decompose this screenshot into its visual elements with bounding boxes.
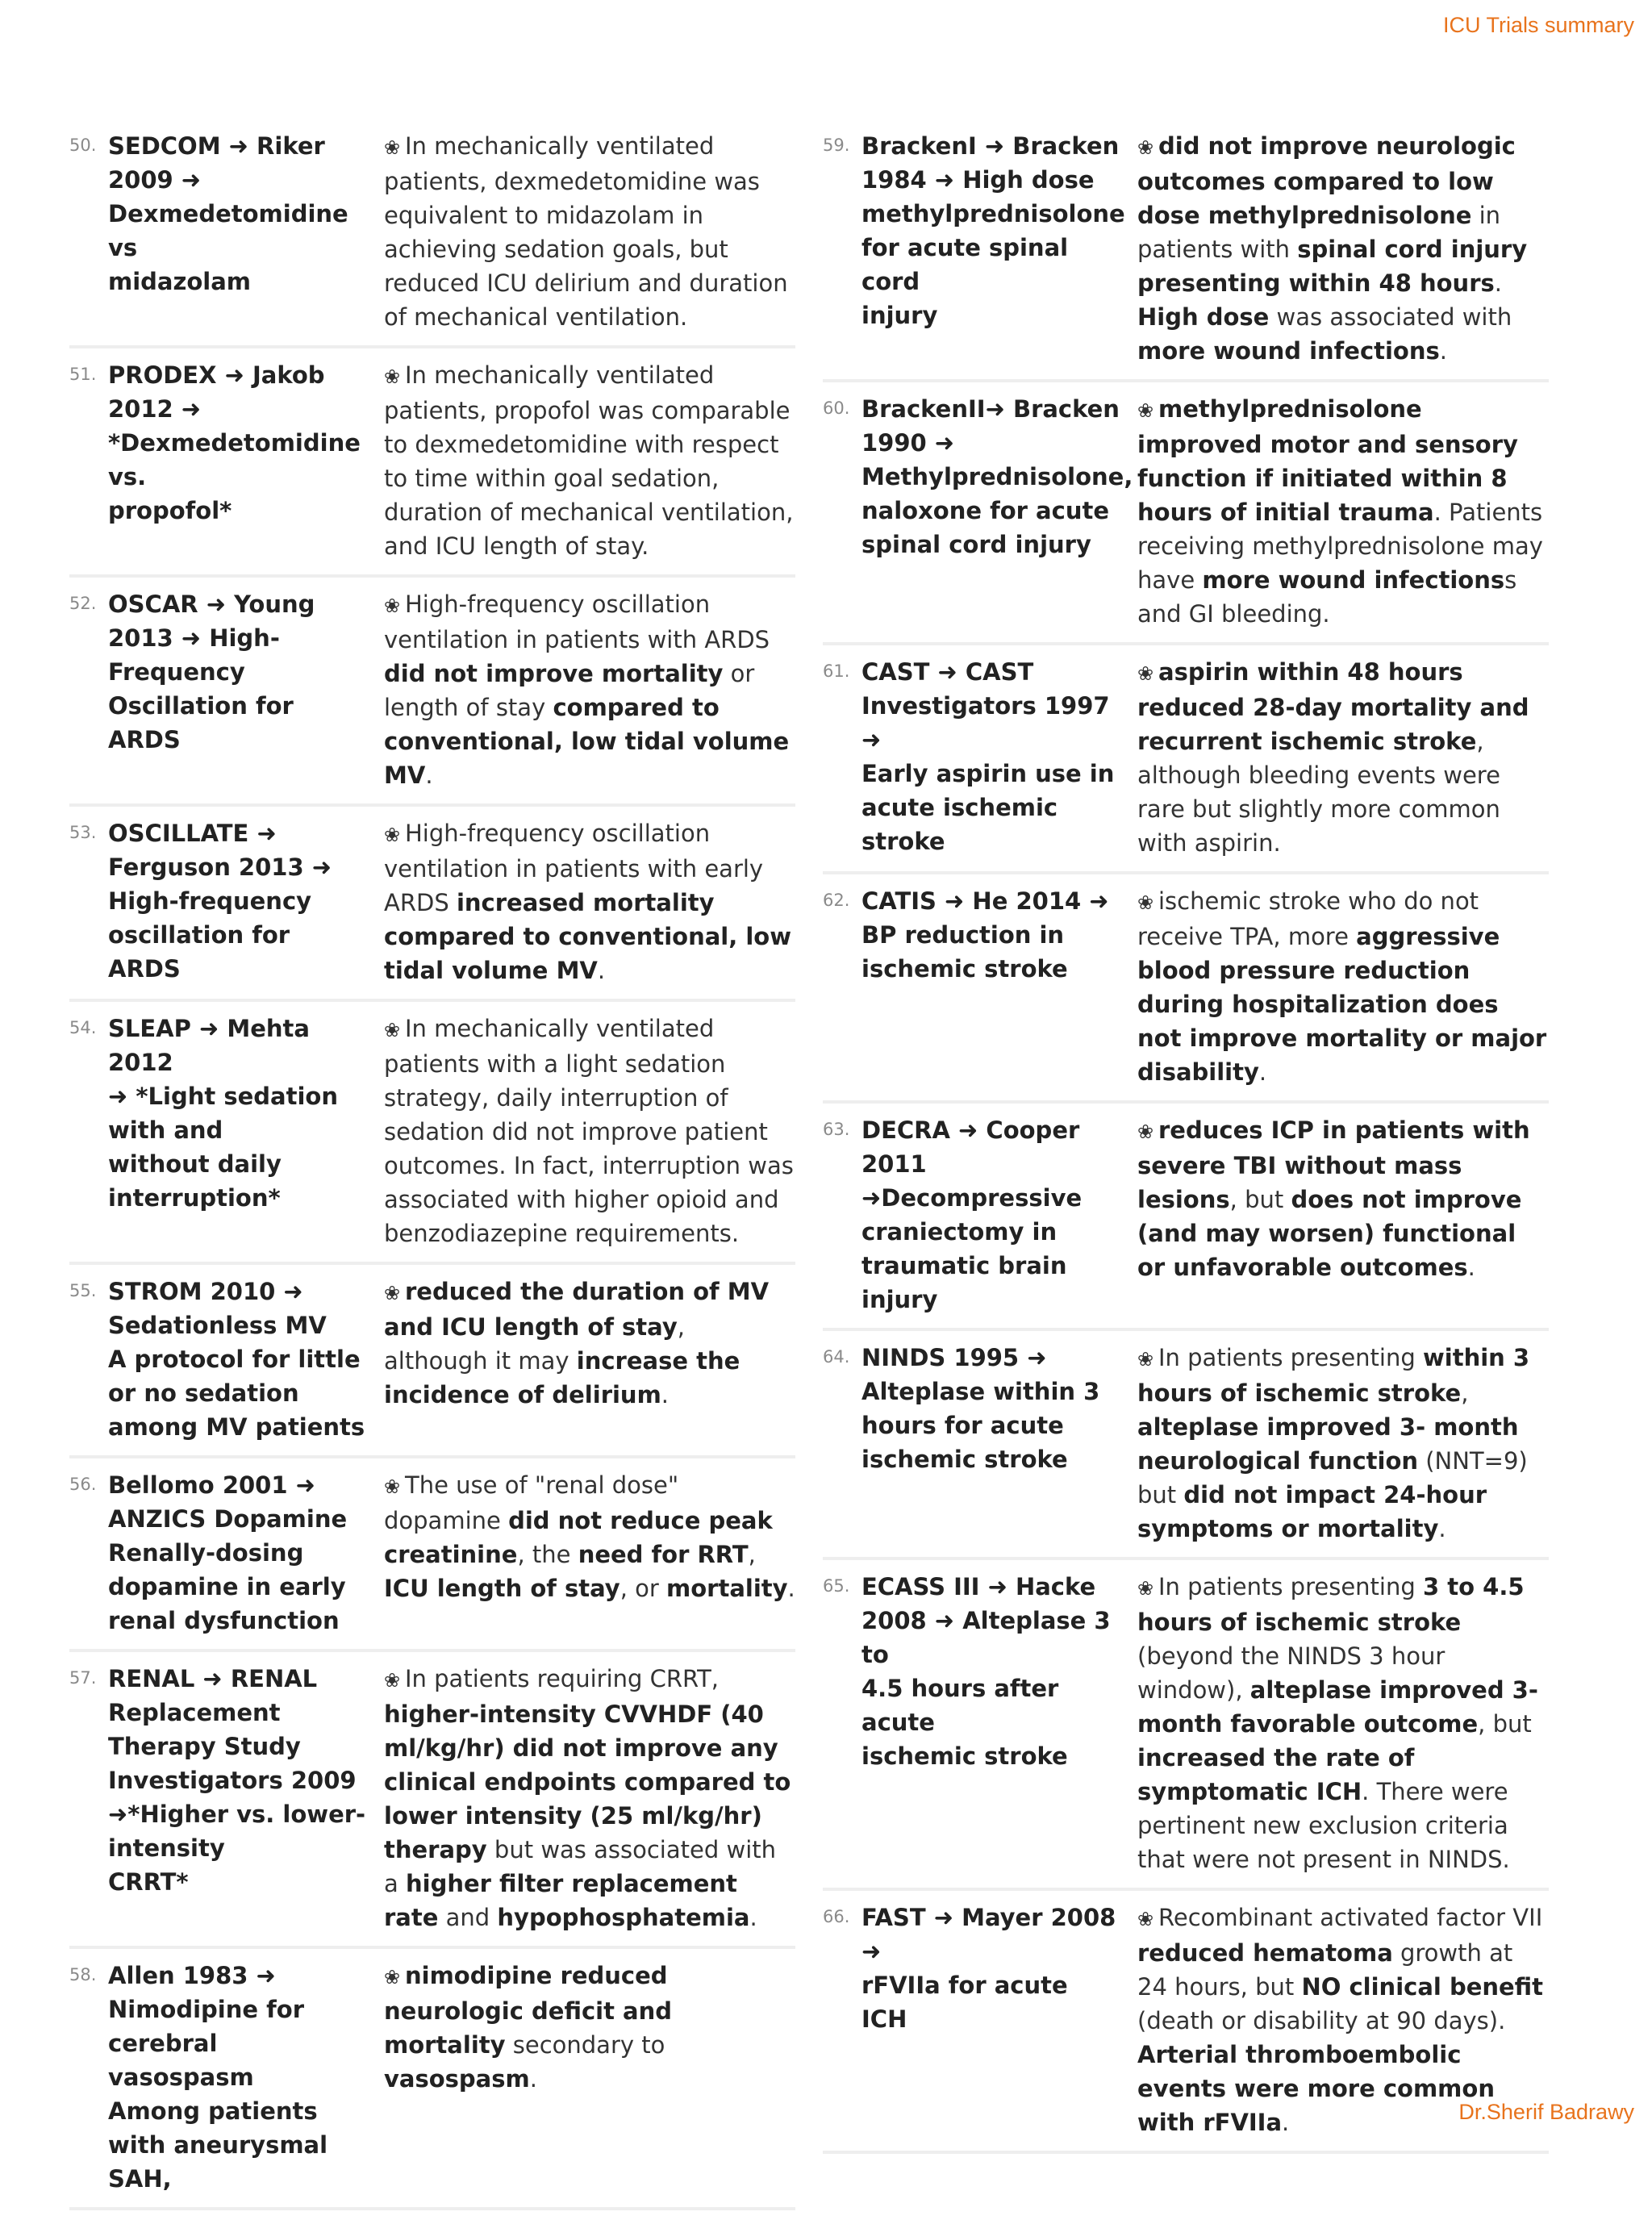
trial-number: 51. — [69, 365, 97, 384]
trial-number: 54. — [69, 1018, 97, 1037]
flower-icon: ❀ — [384, 1966, 401, 1988]
trial-title: FAST ➜ Mayer 2008 ➜ rFVIIa for acute ICH — [861, 1904, 1116, 2033]
trial-row — [69, 816, 795, 1002]
summary-emphasis: ICU length of stay — [384, 1575, 620, 1602]
summary-emphasis: Arterial thromboembolic events were more common with rFVIIa — [1137, 2041, 1495, 2136]
trial-row — [69, 587, 795, 807]
page-footer-author: Dr.Sherif Badrawy — [1458, 2100, 1634, 2124]
summary-text: , — [748, 1541, 756, 1568]
trial-number: 64. — [823, 1347, 850, 1367]
summary-emphasis: aggressive blood pressure reduction during hospitalization does not improve mortality or major disability — [1137, 923, 1547, 1086]
trial-title: BrackenI ➜ Bracken 1984 ➜ High dose methylprednisolone for acute spinal cord injury — [861, 132, 1125, 329]
trial-number: 65. — [823, 1576, 850, 1596]
summary-emphasis: aspirin within 48 hours reduced 28-day mortality and recurrent ischemic stroke — [1137, 658, 1529, 755]
summary-text: . — [529, 2065, 537, 2093]
flower-icon: ❀ — [384, 1475, 401, 1498]
summary-text: . Patients receiving methylprednisolone may have — [1137, 499, 1543, 594]
summary-emphasis: NO clinical benefit — [1301, 1973, 1544, 2001]
summary-text: In mechanically ventilated patients, dexmedetomidine was equivalent to midazolam in achieving sedation goals, but reduced ICU delirium and duration of mechanical ventilation. — [384, 132, 788, 331]
summary-emphasis: vasospasm — [384, 2065, 530, 2093]
trial-number: 59. — [823, 136, 850, 155]
trial-number: 55. — [69, 1281, 97, 1300]
summary-text: . — [661, 1381, 670, 1408]
summary-text: In patients requiring CRRT, — [405, 1665, 720, 1692]
summary-emphasis: higher-intensity CVVHDF (40 ml/kg/hr) did not improve any clinical endpoints compared to lower intensity (25 ml/kg/hr) therapy — [384, 1700, 791, 1863]
trial-number: 61. — [823, 661, 850, 681]
summary-text: Recombinant activated factor VII — [1158, 1904, 1543, 1931]
trial-title: CAST ➜ CAST Investigators 1997 ➜ Early aspirin use in acute ischemic stroke — [861, 658, 1115, 855]
summary-text: in patients with — [1137, 202, 1501, 263]
trial-summary — [1128, 1113, 1549, 1317]
summary-emphasis: more wound infections — [1202, 566, 1505, 594]
trial-summary — [374, 1468, 795, 1638]
summary-emphasis: did not reduce peak creatinine — [384, 1507, 773, 1568]
trial-row — [69, 1662, 795, 1949]
summary-emphasis: methylprednisolone improved motor and sensory function if initiated within 8 hours of initial trauma — [1137, 395, 1518, 526]
flower-icon: ❀ — [384, 365, 401, 388]
trial-title: STROM 2010 ➜ Sedationless MV A protocol for little or no sedation among MV patients — [108, 1278, 365, 1441]
flower-icon: ❀ — [1137, 1577, 1154, 1600]
summary-text: and — [438, 1904, 498, 1931]
trial-row — [823, 392, 1549, 645]
summary-text: . — [1282, 2109, 1290, 2136]
page-header-title: ICU Trials summary — [1442, 13, 1634, 37]
summary-text: In patients presenting — [1158, 1344, 1423, 1371]
flower-icon: ❀ — [1137, 1348, 1154, 1371]
trial-row — [69, 1959, 795, 2210]
left-column — [69, 129, 795, 2220]
summary-text: growth at 24 hours, but — [1137, 1939, 1513, 2001]
trial-title: Bellomo 2001 ➜ ANZICS Dopamine Renally-dosing dopamine in early renal dysfunction — [108, 1471, 348, 1634]
summary-text: but was associated with a — [384, 1836, 776, 1897]
trial-number: 50. — [69, 136, 97, 155]
summary-text: High-frequency oscillation ventilation in patients with early ARDS — [384, 820, 764, 916]
trial-title: BrackenII➜ Bracken 1990 ➜ Methylprednisolone, naloxone for acute spinal cord injury — [861, 395, 1133, 558]
trial-row — [69, 129, 795, 348]
trial-summary — [374, 1959, 795, 2196]
trial-row — [823, 1341, 1549, 1560]
trial-summary — [1128, 1341, 1549, 1546]
trial-summary — [1128, 1570, 1549, 1876]
trial-number: 62. — [823, 891, 850, 910]
summary-emphasis: increased mortality compared to conventional, low tidal volume MV — [384, 889, 791, 984]
summary-emphasis: alteplase improved 3-month favorable outcome — [1137, 1676, 1538, 1738]
flower-icon: ❀ — [1137, 136, 1154, 159]
summary-emphasis: did not impact 24-hour symptoms or mortality — [1137, 1481, 1487, 1542]
summary-text: . — [787, 1575, 795, 1602]
summary-emphasis: nimodipine reduced neurologic deficit and mortality — [384, 1962, 673, 2059]
flower-icon: ❀ — [1137, 1120, 1154, 1143]
summary-text: . — [1258, 1058, 1267, 1086]
summary-emphasis: compared to conventional, low tidal volume MV — [384, 694, 790, 789]
summary-text: ischemic stroke who do not receive TPA, more — [1137, 887, 1479, 950]
summary-text: (beyond the NINDS 3 hour window), — [1137, 1642, 1446, 1704]
trial-title: PRODEX ➜ Jakob 2012 ➜ *Dexmedetomidine vs. propofol* — [108, 361, 361, 524]
summary-text: In mechanically ventilated patients with a light sedation strategy, daily interruption of sedation did not improve patient outcomes. In fact, interruption was associated with higher opioid and benzodiazepine requirements. — [384, 1015, 794, 1247]
trial-summary — [374, 587, 795, 792]
flower-icon: ❀ — [1137, 399, 1154, 422]
trial-row — [823, 655, 1549, 874]
trial-title: Allen 1983 ➜ Nimodipine for cerebral vasospasm Among patients with aneurysmal SAH, — [108, 1962, 328, 2193]
summary-text: , although it may — [384, 1313, 685, 1375]
trial-title: DECRA ➜ Cooper 2011 ➜Decompressive craniectomy in traumatic brain injury — [861, 1116, 1083, 1313]
summary-text: s and GI bleeding. — [1137, 566, 1517, 628]
trial-number: 56. — [69, 1475, 97, 1494]
summary-emphasis: hypophosphatemia — [497, 1904, 750, 1931]
summary-emphasis: need for RRT — [578, 1541, 749, 1568]
trial-title: CATIS ➜ He 2014 ➜ BP reduction in ischemic stroke — [861, 887, 1109, 983]
trial-row — [823, 884, 1549, 1104]
trial-summary — [1128, 655, 1549, 860]
summary-text: . — [1439, 337, 1447, 365]
flower-icon: ❀ — [1137, 1908, 1154, 1930]
trial-row — [823, 1570, 1549, 1891]
summary-text: , but — [1229, 1186, 1291, 1213]
summary-text: , but — [1478, 1710, 1532, 1738]
summary-text: was associated with — [1269, 303, 1512, 331]
summary-text: , — [1461, 1379, 1469, 1407]
flower-icon: ❀ — [384, 595, 401, 617]
summary-text: . — [749, 1904, 757, 1931]
summary-emphasis: increased the rate of symptomatic ICH — [1137, 1744, 1415, 1805]
trial-number: 52. — [69, 594, 97, 613]
trial-row — [823, 1113, 1549, 1331]
summary-text: (NNT=9) but — [1137, 1447, 1528, 1509]
trial-summary — [374, 129, 795, 334]
summary-text: , although bleeding events were rare but slightly more common with aspirin. — [1137, 728, 1500, 857]
flower-icon: ❀ — [384, 824, 401, 846]
summary-emphasis: reduces ICP in patients with severe TBI without mass lesions — [1137, 1116, 1530, 1213]
trial-row — [69, 1468, 795, 1652]
trial-title: NINDS 1995 ➜ Alteplase within 3 hours for acute ischemic stroke — [861, 1344, 1100, 1473]
trial-summary — [374, 1012, 795, 1250]
summary-emphasis: does not improve (and may worsen) functional or unfavorable outcomes — [1137, 1186, 1522, 1281]
summary-text: In patients presenting — [1158, 1573, 1423, 1600]
summary-emphasis: did not improve mortality — [384, 660, 724, 687]
flower-icon: ❀ — [384, 136, 401, 159]
summary-emphasis: within 3 hours of ischemic stroke — [1137, 1344, 1530, 1407]
flower-icon: ❀ — [384, 1282, 401, 1304]
trial-title: OSCILLATE ➜ Ferguson 2013 ➜ High-frequency oscillation for ARDS — [108, 820, 332, 983]
summary-emphasis: reduced hematoma — [1137, 1939, 1393, 1967]
summary-emphasis: alteplase improved 3- month neurological function — [1137, 1413, 1519, 1475]
summary-text: High-frequency oscillation ventilation in patients with ARDS — [384, 590, 770, 653]
summary-text: . — [1494, 269, 1502, 297]
trial-number: 53. — [69, 823, 97, 842]
summary-text: , or — [620, 1575, 667, 1602]
summary-text: In mechanically ventilated patients, propofol was comparable to dexmedetomidine with respect to time within goal sedation, duration of mechanical ventilation, and ICU length of stay. — [384, 361, 794, 560]
trial-number: 58. — [69, 1965, 97, 1984]
summary-text: . — [597, 957, 606, 984]
trial-row — [823, 129, 1549, 382]
trial-number: 66. — [823, 1907, 850, 1926]
trial-title: OSCAR ➜ Young 2013 ➜ High- Frequency Oscillation for ARDS — [108, 590, 315, 753]
trial-summary — [1128, 129, 1549, 368]
trial-title: SLEAP ➜ Mehta 2012 ➜ *Light sedation with and without daily interruption* — [108, 1015, 338, 1212]
summary-emphasis: reduced the duration of MV and ICU length of stay — [384, 1278, 770, 1341]
summary-emphasis: mortality — [666, 1575, 788, 1602]
summary-text: , the — [517, 1541, 578, 1568]
summary-text: . — [425, 762, 433, 789]
trial-summary — [374, 816, 795, 987]
trial-summary — [374, 358, 795, 563]
summary-emphasis: increase the incidence of delirium — [384, 1347, 740, 1408]
flower-icon: ❀ — [1137, 662, 1154, 685]
trial-number: 57. — [69, 1668, 97, 1688]
trial-number: 63. — [823, 1120, 850, 1139]
trial-summary — [1128, 884, 1549, 1089]
flower-icon: ❀ — [384, 1019, 401, 1041]
summary-emphasis: higher filter replacement rate — [384, 1870, 737, 1931]
summary-text: The use of "renal dose" dopamine — [384, 1471, 679, 1534]
trial-row — [69, 1275, 795, 1458]
summary-text: . — [1438, 1515, 1446, 1542]
summary-text: . — [1467, 1254, 1475, 1281]
trial-summary — [374, 1662, 795, 1934]
trial-title: SEDCOM ➜ Riker 2009 ➜ Dexmedetomidine vs midazolam — [108, 132, 348, 295]
summary-emphasis: 3 to 4.5 hours of ischemic stroke — [1137, 1573, 1525, 1636]
trial-row — [823, 1901, 1549, 2154]
trial-title: ECASS III ➜ Hacke 2008 ➜ Alteplase 3 to 4.5 hours after acute ischemic stroke — [861, 1573, 1111, 1770]
trial-row — [69, 1012, 795, 1265]
summary-text: . There were pertinent new exclusion criteria that were not present in NINDS. — [1137, 1778, 1510, 1873]
trial-number: 60. — [823, 399, 850, 418]
summary-text: secondary to — [505, 2031, 665, 2059]
trial-title: RENAL ➜ RENAL Replacement Therapy Study Investigators 2009 ➜*Higher vs. lower- intensity CRRT* — [108, 1665, 366, 1896]
summary-emphasis: spinal cord injury presenting within 48 hours — [1137, 236, 1528, 297]
flower-icon: ❀ — [1137, 891, 1154, 914]
summary-emphasis: did not improve neurologic outcomes compared to low dose methylprednisolone — [1137, 132, 1516, 229]
summary-emphasis: High dose — [1137, 303, 1270, 331]
summary-text: or length of stay — [384, 660, 755, 721]
right-column — [823, 129, 1549, 2164]
summary-text: (death or disability at 90 days). — [1137, 2007, 1506, 2034]
trial-summary — [1128, 392, 1549, 631]
summary-emphasis: more wound infections — [1137, 337, 1440, 365]
trial-row — [69, 358, 795, 578]
flower-icon: ❀ — [384, 1669, 401, 1692]
trial-summary — [374, 1275, 795, 1444]
